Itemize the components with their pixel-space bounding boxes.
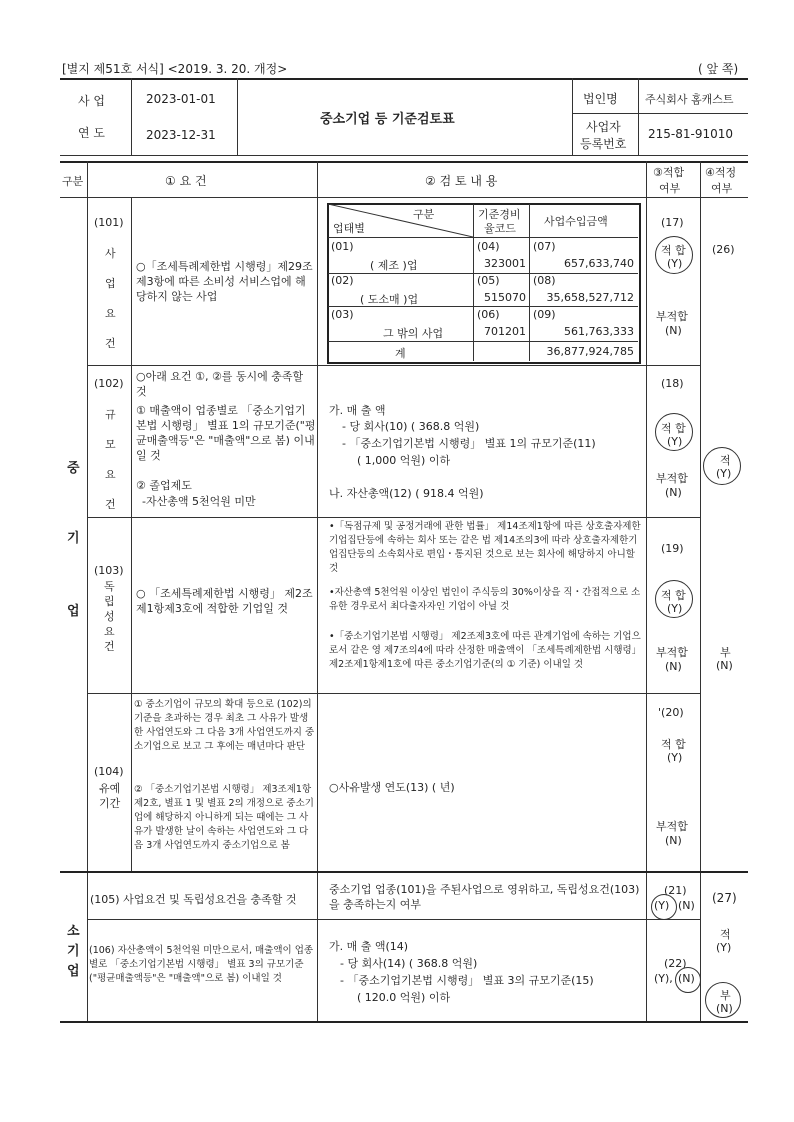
bizno-label-2: 등록번호: [580, 137, 627, 151]
section-sme-label-1: 중: [67, 461, 80, 476]
row103-fit-yes-code: (Y): [667, 602, 683, 615]
small-final-no-label: 부: [720, 989, 731, 1002]
row105-fit-no: (21): [664, 884, 687, 897]
table-row-name: 그 밖의 사업: [383, 327, 444, 340]
row103-review-3: •「중소기업기본법 시행령」 제2조제3호에 따른 관계기업에 속하는 기업으로서 같은 영 제7조의4에 따라 산정한 매출액이 「조세특례제한법 시행령」 제2조제1항제1호에 따른 중소기업기준(의 ① 기준) 이내일 것: [329, 631, 642, 670]
form-number: [별지 제51호 서식] <2019. 3. 20. 개정>: [62, 62, 288, 76]
row101-code: (101): [94, 216, 124, 229]
table-row-code: 323001: [484, 257, 526, 270]
row103-name-4: 요: [104, 625, 115, 638]
small-final-no: (27): [712, 891, 737, 905]
row102-name-3: 요: [105, 468, 116, 481]
bizno-label-1: 사업자: [586, 120, 621, 134]
section-small-label-3: 업: [67, 964, 80, 979]
row102-review-4: ( 1,000 억원) 이하: [357, 454, 451, 467]
table-head-code-1: 기준경비: [478, 208, 521, 221]
row104-code: (104): [94, 765, 124, 778]
page-side: ( 앞 쪽): [698, 62, 739, 76]
row101-name-1: 사: [105, 247, 116, 260]
table-head-industry: 업태별: [333, 222, 365, 235]
row106-requirement: (106) 자산총액이 5천억원 미만으로서, 매출액이 업종별로 「중소기업기본법 시행령」 별표 3의 규모기준("평균매출액등"은 "매출액"으로 봄) 이내일 것: [89, 945, 314, 984]
row102-review-2: - 당 회사(10) ( 368.8 억원): [342, 420, 480, 433]
small-final-yes: 적: [720, 928, 731, 941]
table-row-code-no: (06): [477, 308, 500, 321]
row102-req-intro: ○아래 요건 ①, ②를 동시에 충족할 것: [136, 370, 304, 398]
table-row-rev-no: (09): [533, 308, 556, 321]
row103-fit-no: (19): [661, 542, 684, 555]
col-fit-1: ③적합: [653, 166, 685, 179]
small-final-selected-circle: [705, 982, 741, 1018]
business-year-label-2: 연 도: [78, 126, 105, 140]
section-small-label-2: 기: [67, 944, 80, 959]
row106-selected-circle: [675, 967, 701, 993]
row101-fit-no-code: (N): [665, 324, 682, 337]
table-row-code: 515070: [484, 291, 526, 304]
business-year-label-1: 사 업: [78, 94, 105, 108]
row105-fit-n: (N): [678, 899, 695, 912]
row103-fit-no-label: 부적합: [656, 646, 688, 659]
row103-name-1: 독: [104, 580, 115, 593]
row103-code: (103): [94, 564, 124, 577]
sme-final-no-label: 부: [720, 646, 731, 659]
sme-final-no-code: (N): [716, 659, 733, 672]
section-small-label-1: 소: [67, 924, 80, 939]
sme-final-no: (26): [712, 243, 735, 256]
row102-review-5: 나. 자산총액(12) ( 918.4 억원): [329, 487, 484, 500]
row102-fit-no-code: (N): [665, 486, 682, 499]
corp-name: 주식회사 홈캐스트: [645, 93, 734, 106]
row106-review-1: 가. 매 출 액(14): [329, 940, 409, 953]
sme-final-yes: 적: [720, 454, 731, 467]
table-row-revenue: 35,658,527,712: [546, 291, 634, 304]
row101-name-2: 업: [105, 277, 116, 290]
row101-fit-no-label: 부적합: [656, 310, 688, 323]
row102-req-2a: ② 졸업제도: [136, 479, 192, 492]
row101-requirement: ○「조세특례제한법 시행령」제29조제3항에 따른 소비성 서비스업에 해당하지 않는 사업: [136, 260, 313, 303]
col-category: 구분: [62, 175, 84, 188]
col-fit-2: 여부: [659, 182, 681, 195]
row102-code: (102): [94, 377, 124, 390]
row102-req-1: ① 매출액이 업종별로 「중소기업기본법 시행령」 별표 1의 규모기준("평균매출액등"은 "매출액"으로 봄) 이내일 것: [136, 404, 316, 462]
row103-requirement: ○ 「조세특례제한법 시행령」 제2조제1항제3호에 적합한 기업일 것: [136, 587, 313, 615]
row104-fit-yes-code: (Y): [667, 751, 683, 764]
row105-fit-y: (Y): [654, 899, 670, 912]
table-total-label: 계: [395, 347, 406, 360]
row105-selected-circle: [651, 894, 677, 920]
section-sme-label-3: 업: [67, 604, 80, 619]
small-final-no-code: (N): [716, 1002, 733, 1015]
row104-fit-no: '(20): [658, 706, 684, 719]
row102-name-4: 건: [105, 498, 116, 511]
table-row-no: (02): [331, 274, 354, 287]
row103-review-1: •「독점규제 및 공정거래에 관한 법률」 제14조제1항에 따른 상호출자제한기업집단등에 속하는 회사 또는 같은 법 제14조의3에 따라 상호출자제한기업집단등의 소속회사로 편입・통지된 것으로 보는 회사에 해당하지 아니할 것: [329, 521, 641, 574]
row106-fit-y: (Y),: [654, 972, 673, 985]
row103-fit-yes: 적 합: [661, 589, 686, 602]
col-final-1: ④적정: [705, 166, 737, 179]
row102-review-3: - 「중소기업기본법 시행령」 별표 1의 규모기준(11): [342, 437, 596, 450]
row103-selected-circle: [655, 580, 693, 618]
row104-review: ○사유발생 연도(13) ( 년): [329, 781, 455, 794]
table-head-revenue: 사업수입금액: [544, 215, 608, 228]
table-row-code: 701201: [484, 325, 526, 338]
row101-name-4: 건: [105, 337, 116, 350]
table-row-revenue: 561,763,333: [564, 325, 634, 338]
row101-selected-circle: [655, 236, 693, 274]
year-end: 2023-12-31: [146, 128, 216, 142]
bizno: 215-81-91010: [648, 127, 734, 141]
row103-name-3: 성: [104, 610, 115, 623]
col-requirement: ① 요 건: [165, 174, 207, 188]
corp-name-label: 법인명: [583, 92, 618, 106]
row103-name-2: 립: [104, 595, 115, 608]
table-row-no: (03): [331, 308, 354, 321]
col-review: ② 검 토 내 용: [425, 174, 498, 188]
row104-fit-no-code: (N): [665, 834, 682, 847]
row102-name-2: 모: [105, 438, 116, 451]
row105-requirement: (105) 사업요건 및 독립성요건을 충족할 것: [90, 893, 297, 906]
table-row-name: ( 도소매 )업: [360, 293, 419, 306]
row103-fit-no-code: (N): [665, 660, 682, 673]
sme-final-selected-circle: [703, 447, 741, 485]
table-row-code-no: (05): [477, 274, 500, 287]
table-row-rev-no: (07): [533, 240, 556, 253]
row106-review-2: - 당 회사(14) ( 368.8 억원): [340, 957, 478, 970]
table-total: 36,877,924,785: [546, 345, 634, 358]
row106-fit-no: (22): [664, 957, 687, 970]
table-row-no: (01): [331, 240, 354, 253]
row102-selected-circle: [655, 413, 693, 451]
row105-review: 중소기업 업종(101)을 주된사업으로 영위하고, 독립성요건(103)을 충족하는지 여부: [329, 883, 640, 911]
section-sme-label-2: 기: [67, 531, 80, 546]
row101-fit-yes-code: (Y): [667, 257, 683, 270]
table-row-name: ( 제조 )업: [370, 259, 418, 272]
year-start: 2023-01-01: [146, 92, 216, 106]
row104-name-2: 기간: [99, 797, 121, 810]
row102-name-1: 규: [105, 408, 116, 421]
row102-req-2b: -자산총액 5천억원 미만: [142, 495, 256, 508]
row102-review-1: 가. 매 출 액: [329, 404, 386, 417]
row102-fit-no: (18): [661, 377, 684, 390]
row106-fit-n: (N): [678, 972, 695, 985]
row104-fit-no-label: 부적합: [656, 820, 688, 833]
row102-fit-yes-code: (Y): [667, 435, 683, 448]
row106-review-4: ( 120.0 억원) 이하: [357, 991, 451, 1004]
row102-fit-yes: 적 합: [661, 422, 686, 435]
row103-name-5: 건: [104, 640, 115, 653]
row103-review-2: •자산총액 5천억원 이상인 법인이 주식등의 30%이상을 직・간접적으로 소유한 경우로서 최다출자자인 기업이 아닐 것: [329, 587, 641, 612]
table-row-rev-no: (08): [533, 274, 556, 287]
table-head-category: 구분: [413, 208, 435, 221]
sme-final-yes-code: (Y): [716, 467, 732, 480]
col-final-2: 여부: [711, 182, 733, 195]
table-head-code-2: 율코드: [484, 222, 516, 235]
row104-req-1: ① 중소기업이 규모의 확대 등으로 (102)의 기준을 초과하는 경우 최초 그 사유가 발생한 사업연도와 그 다음 3개 사업연도까지 중소기업으로 보고 그 후에는 매년마다 판단: [134, 699, 315, 752]
row106-review-3: - 「중소기업기본법 시행령」 별표 3의 규모기준(15): [340, 974, 594, 987]
row101-name-3: 요: [105, 307, 116, 320]
page-title: 중소기업 등 기준검토표: [320, 112, 455, 127]
small-final-yes-code: (Y): [716, 941, 732, 954]
table-row-revenue: 657,633,740: [564, 257, 634, 270]
row104-fit-yes: 적 합: [661, 738, 686, 751]
row101-fit-no: (17): [661, 216, 684, 229]
row102-fit-no-label: 부적합: [656, 472, 688, 485]
row104-req-2: ② 「중소기업기본법 시행령」 제3조제1항제2호, 별표 1 및 별표 2의 개정으로 중소기업에 해당하지 아니하게 되는 때에는 그 사유가 발생한 날이 속하는 사업연도와 그 다음 3개 사업연도까지 중소기업으로 봄: [134, 784, 314, 851]
row104-name-1: 유예: [99, 782, 121, 795]
row101-fit-yes: 적 합: [661, 244, 686, 257]
table-row-code-no: (04): [477, 240, 500, 253]
